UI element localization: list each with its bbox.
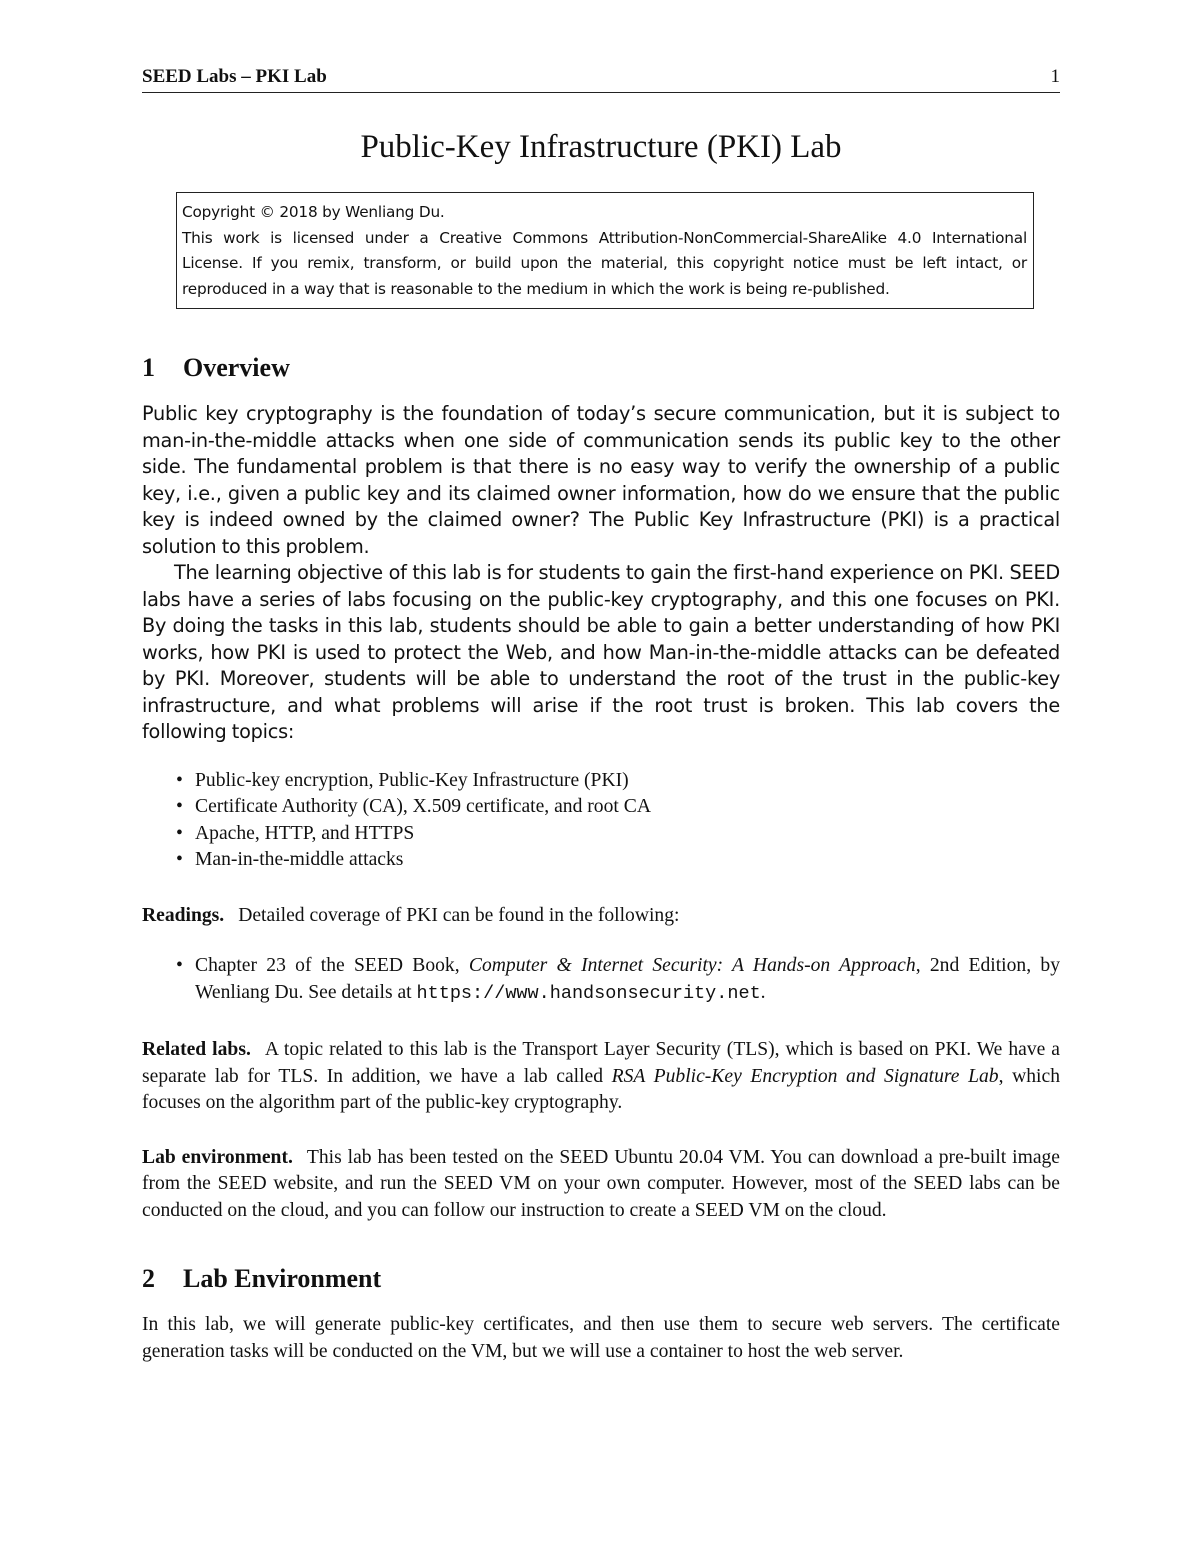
section-title: Overview xyxy=(183,353,290,382)
bullet-icon: • xyxy=(176,849,183,870)
bullet-icon: • xyxy=(176,822,183,844)
related-lab-title: RSA Public-Key Encryption and Signature Lab xyxy=(611,1065,999,1087)
section-title: Lab Environment xyxy=(183,1264,382,1293)
list-item: • Man-in-the-middle attacks xyxy=(175,847,1060,874)
lab-environment-label: Lab environment. xyxy=(142,1146,293,1168)
document-title: Public-Key Infrastructure (PKI) Lab xyxy=(360,129,842,165)
license-text: This work is licensed under a Creative Commons Attribution-NonCommercial-ShareAlike 4.0 International License. If you remix, transform, or build upon the material, this copyright notice must be left intact, or reproduced in a way that is reasonable to the medium in which the work is being re-published. xyxy=(182,228,1027,298)
bullet-icon: • xyxy=(176,769,183,791)
book-url[interactable]: https://www.handsonsecurity.net xyxy=(416,982,761,1004)
page-number: 1 xyxy=(1050,66,1060,87)
readings-list xyxy=(142,953,1060,1007)
list-item: • Chapter 23 of the SEED Book, Computer & Internet Security: A Hands-on Approach, 2nd Edition, by Wenliang Du. See details at https://www.handsonsecurity.net. xyxy=(176,955,1060,1004)
related-labs-paragraph: Related labs. A topic related to this lab is the Transport Layer Security (TLS), which is based on PKI. We have a separate lab for TLS. In addition, we have a lab called RSA Public-Key Encryption and Signature Lab, which focuses on the algorithm part of the public-key cryptography. xyxy=(142,1039,1061,1113)
section-heading-overview xyxy=(142,353,1060,383)
overview-paragraph-1: Public key cryptography is the foundation of today’s secure communication, but it is subject to man-in-the-middle attacks when one side of communication sends its public key to the other side. The fundamental problem is that there is no easy way to verify the ownership of a public key, i.e., given a public key and its claimed owner information, how do we ensure that the public key is indeed owned by the claimed owner? The Public Key Infrastructure (PKI) is a practical solution to this problem. xyxy=(142,402,1060,558)
book-title: Computer & Internet Security: A Hands-on Approach xyxy=(468,955,916,976)
copyright-notice xyxy=(176,192,1034,309)
list-item: • Public-key encryption, Public-Key Infrastructure (PKI) xyxy=(175,768,1060,795)
bullet-icon: • xyxy=(176,955,183,976)
readings-paragraph xyxy=(142,903,1060,930)
section-number: 1 xyxy=(142,353,155,382)
overview-paragraph-2: The learning objective of this lab is for students to gain the first-hand experience on PKI. SEED labs have a series of labs focusing on the public-key cryptography, and this one focuses on PKI. By doing the tasks in this lab, students should be able to gain a better understanding of how PKI works, how PKI is used to protect the Web, and how Man-in-the-middle attacks can be defeated by PKI. Moreover, students will be able to understand the root of the trust in the public-key infrastructure, and what problems will arise if the root trust is broken. This lab covers the following topics: xyxy=(142,561,1060,743)
bullet-icon: • xyxy=(176,796,183,817)
section-heading-lab-environment xyxy=(142,1264,1060,1294)
copyright-line: Copyright © 2018 by Wenliang Du. xyxy=(182,203,445,221)
related-labs-label: Related labs. xyxy=(142,1039,251,1060)
running-title: SEED Labs – PKI Lab xyxy=(142,66,327,87)
list-item: • Apache, HTTP, and HTTPS xyxy=(175,821,1060,848)
readings-label: Readings. xyxy=(142,904,225,926)
lab-environment-paragraph: Lab environment. This lab has been tested on the SEED Ubuntu 20.04 VM. You can download a pre-built image from the SEED website, and run the SEED VM on your own computer. However, most of the SEED labs can be conducted on the cloud, and you can follow our instruction to create a SEED VM on the cloud. xyxy=(142,1146,1061,1221)
topics-list xyxy=(142,768,1060,874)
list-item: • Certificate Authority (CA), X.509 certificate, and root CA xyxy=(175,794,1060,821)
lab-environment-intro: In this lab, we will generate public-key certificates, and then use them to secure web servers. The certificate generation tasks will be conducted on the VM, but we will use a container to host the web server. xyxy=(142,1314,1060,1362)
document-page xyxy=(142,66,1060,1365)
readings-text: Detailed coverage of PKI can be found in the following: xyxy=(238,904,680,926)
running-header xyxy=(142,66,1060,93)
section-number: 2 xyxy=(142,1264,155,1293)
